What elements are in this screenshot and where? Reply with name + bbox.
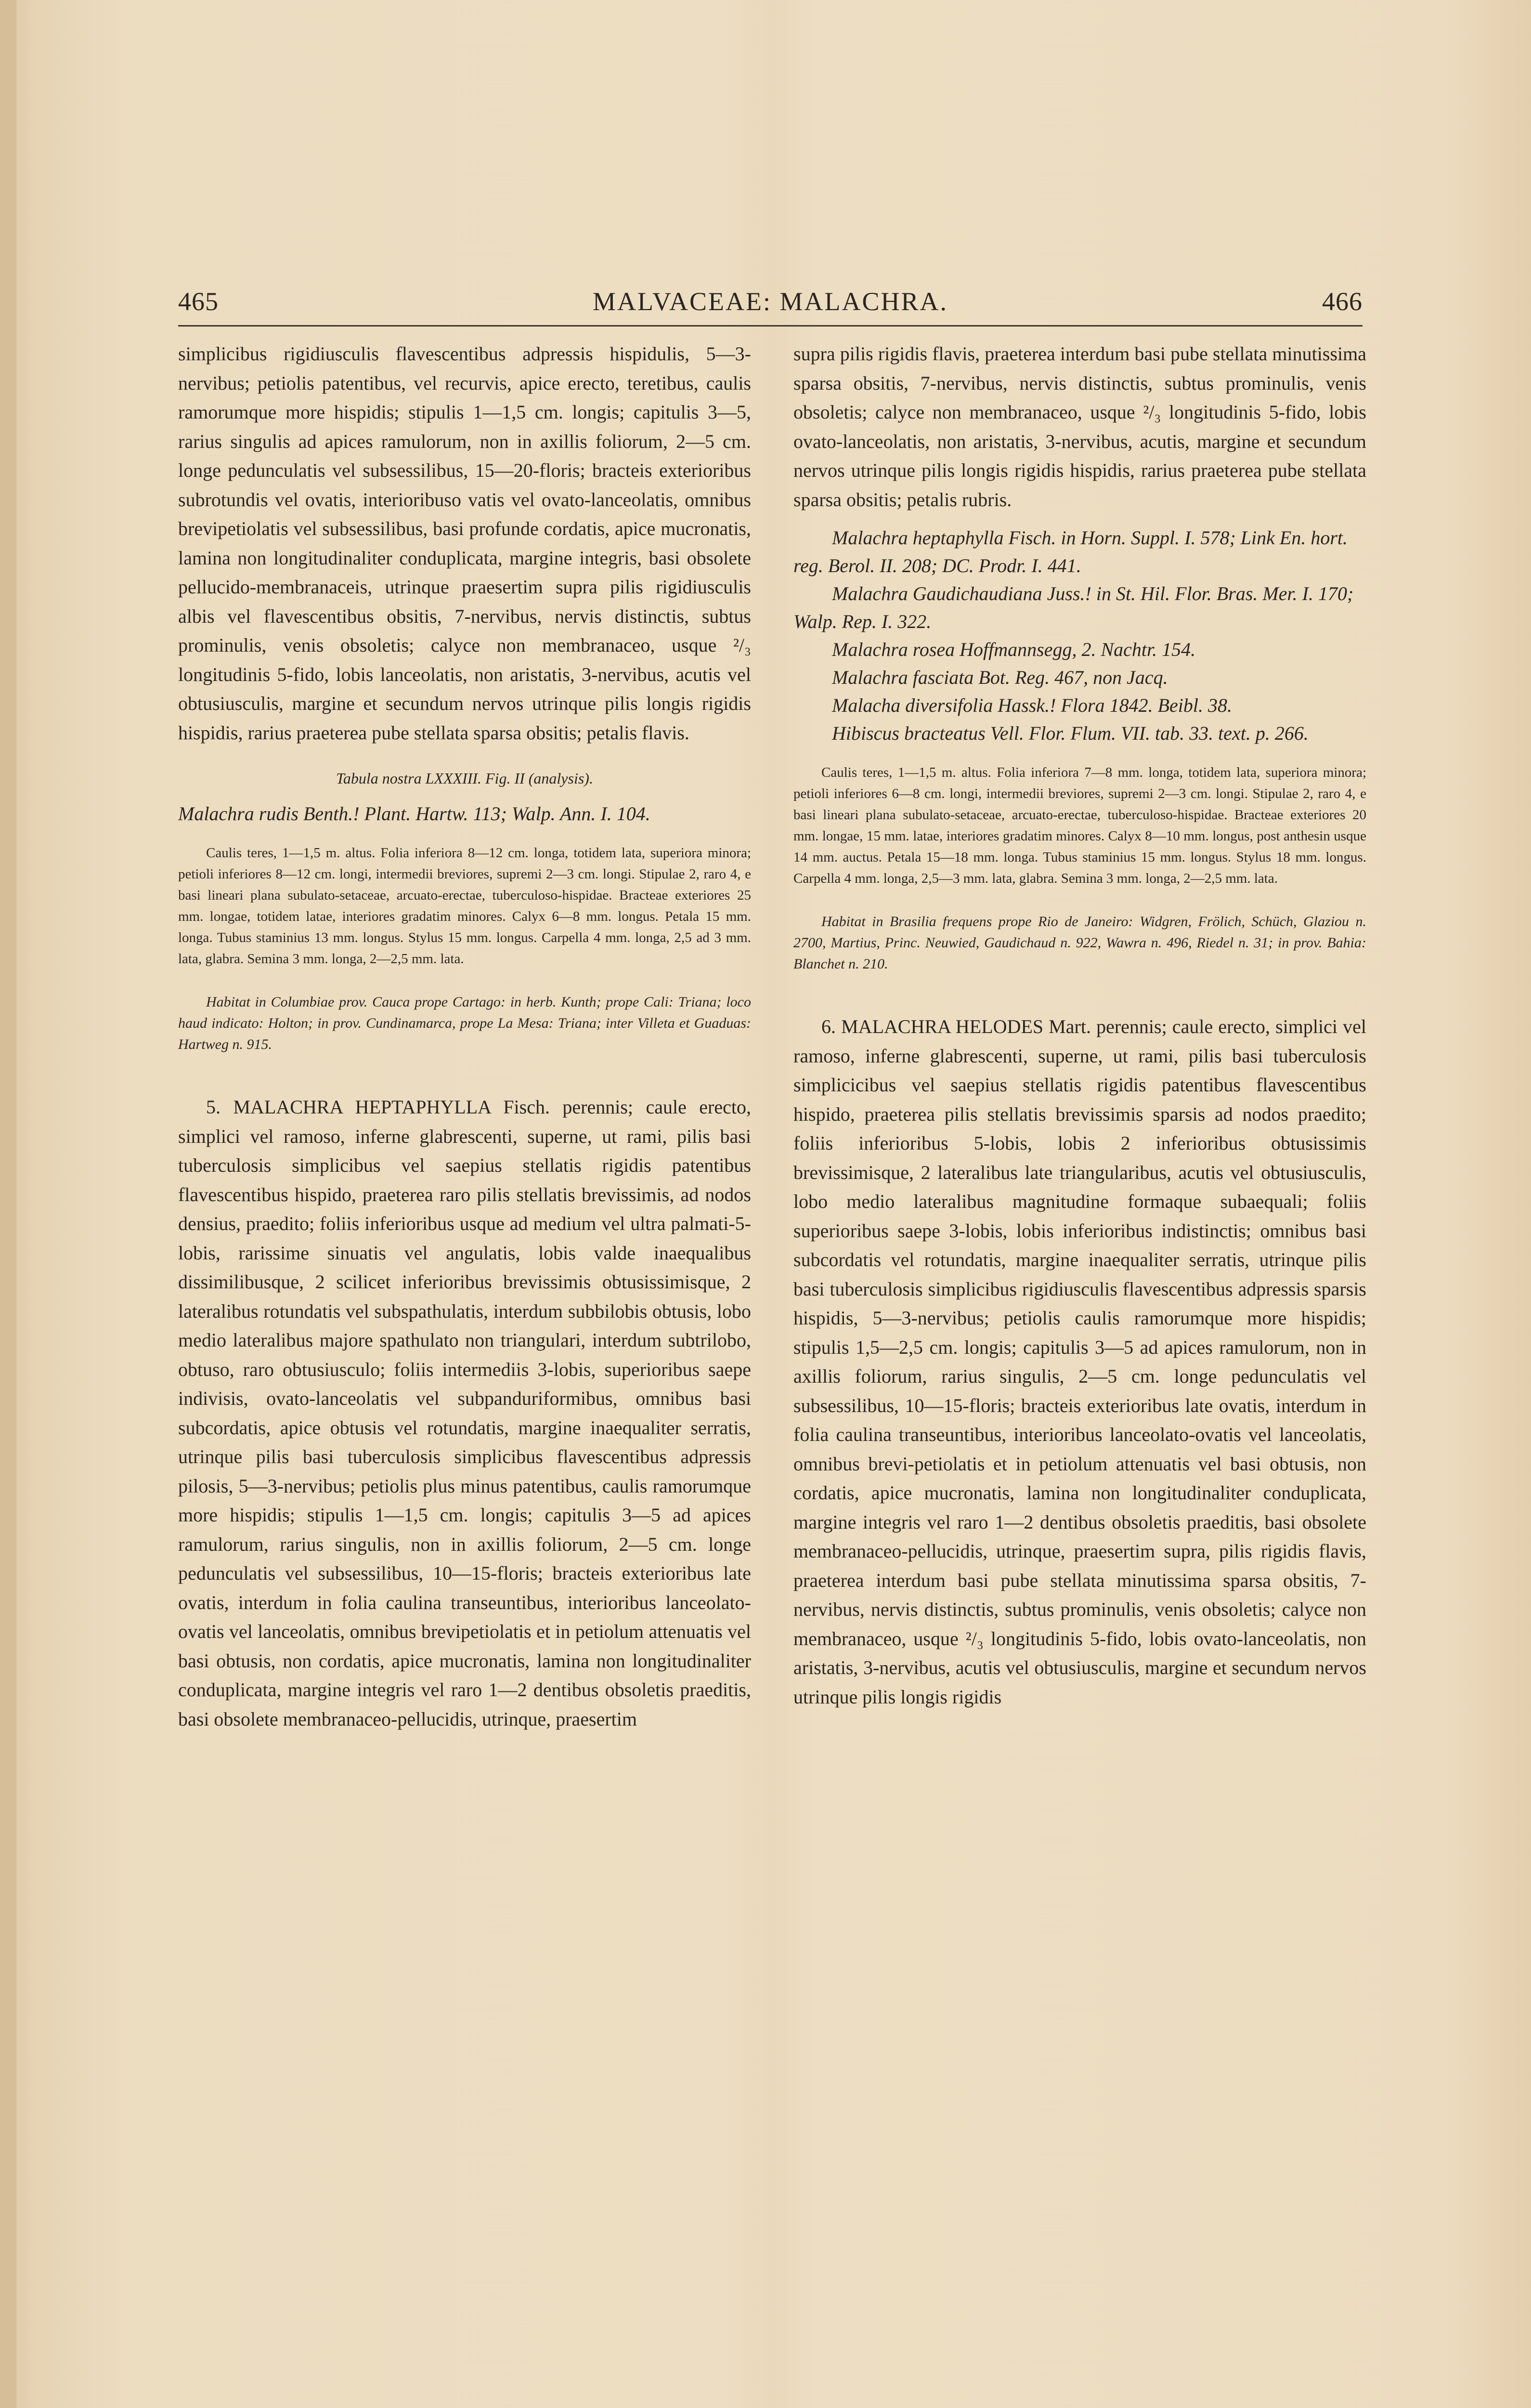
synonym: Hibiscus bracteatus Vell. Flor. Flum. VII. tab. 33. text. p. 266. — [832, 722, 1309, 744]
running-title: MALVACEAE: MALACHRA. — [592, 287, 948, 316]
running-header — [178, 287, 1362, 325]
synonym: Malachra heptaphylla Fisch. in Horn. Suppl. I. 578; Link En. hort. reg. Berol. II. 208; DC. Prodr. I. 441. — [793, 527, 1348, 576]
synonym: Malachra Gaudichaudiana Juss.! in St. Hil. Flor. Bras. Mer. I. 170; Walp. Rep. I. 322. — [793, 583, 1354, 632]
header-rule — [178, 325, 1362, 327]
left-column — [178, 340, 751, 1734]
page-number-right: 466 — [1322, 287, 1362, 316]
plate-caption: Tabula nostra LXXXIII. Fig. II (analysis). — [336, 770, 593, 787]
species-5-description: 5. MALACHRA HEPTAPHYLLA Fisch. perennis; caule erecto, simplici vel ramoso, inferne glabrescenti, superne, ut rami, pilis basi tuberculosis simplicibus vel saepius stellatis rigidis patentibus flavescentibus hispido, praeterea raro pilis stellatis brevissimis, ad nodos densius, praedito; foliis inferioribus usque ad medium vel ultra palmati-5-lobis, rarissime sinuatis vel angulatis, lobis valde inaequalibus dissimilibusque, 2 scilicet inferioribus brevissimis obtusissimisque, 2 lateralibus rotundatis vel subspathulatis, interdum subbilobis obtusis, lobo medio lateralibus majore spathulato non triangulari, interdum subtrilobo, obtuso, raro obtusiusculo; foliis intermediis 3-lobis, superioribus saepe indivisis, ovato-lanceolatis vel subpanduriformibus, omnibus basi subcordatis, apice obtusis vel rotundatis, margine inaequaliter serratis, utrinque pilis basi tuberculosis simplicibus flavescentibus adpressis pilosis, 5—3-nervibus; petiolis plus minus patentibus, caulis ramorumque more hispidis; stipulis 1—1,5 cm. longis; capitulis 3—5 ad apices ramulorum, rarius singulis, non in axillis foliorum, 2—5 cm. longe pedunculatis vel subsessilibus, 10—15-floris; bracteis exterioribus late ovatis, interdum in folia caulina transeuntibus, interioribus lanceolato-ovatis vel lanceolatis, omnibus brevipetiolatis et in petiolum attenuatis vel basi obtusis, non cordatis, apice mucronatis, lamina non longitudinaliter conduplicata, margine integris vel raro 1—2 dentibus obsoletis praeditis, basi obsolete membranaceo-pellucidis, utrinque, praesertim — [178, 1096, 751, 1730]
synonym: Malachra rosea Hoffmannsegg, 2. Nachtr. 154. — [832, 639, 1196, 660]
habitat: Habitat in Columbiae prov. Cauca prope Cartago: in herb. Kunth; prope Cali: Triana; loco haud indicato: Holton; in prov. Cundinamarca, prope La Mesa: Triana; inter Villeta et Guaduas: Hartweg n. 915. — [178, 994, 751, 1052]
habitat: Habitat in Brasilia frequens prope Rio de Janeiro: Widgren, Frölich, Schüch, Glaziou n. 2700, Martius, Princ. Neuwied, Gaudichaud n. 922, Wawra n. 496, Riedel n. 31; in prov. Bahia: Blanchet n. 210. — [793, 914, 1366, 972]
synonym: Malachra fasciata Bot. Reg. 467, non Jacq. — [832, 667, 1168, 688]
measurements: Caulis teres, 1—1,5 m. altus. Folia inferiora 8—12 cm. longa, totidem lata, superiora minora; petioli inferiores 8—12 cm. longi, intermedii breviores, supremi 2—3 cm. longi. Stipulae 2, raro 4, e basi lineari plana subulato-setaceae, arcuato-erectae, tuberculoso-hispidae. Bracteae exteriores 25 mm. longae, totidem latae, interiores gradatim minores. Calyx 6—8 mm. longus. Petala 15 mm. longa. Tubus staminius 13 mm. longus. Stylus 15 mm. longus. Carpella 4 mm. longa, 2,5 ad 3 mm. lata, glabra. Semina 3 mm. longa, 2—2,5 mm. lata. — [178, 845, 751, 967]
synonym: Malacha diversifolia Hassk.! Flora 1842. Beibl. 38. — [832, 694, 1233, 716]
page-edge — [0, 0, 16, 2408]
species-6-description: 6. MALACHRA HELODES Mart. perennis; caule erecto, simplici vel ramoso, inferne glabrescenti, superne, ut rami, pilis basi tuberculosis simplicicibus vel saepius stellatis rigidis patentibus flavescentibus hispido, praeterea pilis stellatis brevissimis sparsis ad nodos praedito; foliis inferioribus 5-lobis, lobis 2 inferioribus obtusissimis brevissimisque, 2 lateralibus late triangularibus, acutis vel obtusiusculis, lobo medio lateralibus magnitudine formaque subaequali; foliis superioribus saepe 3-lobis, lobis inferioribus indistinctis; omnibus basi subcordatis vel rotundatis, margine inaequaliter serratis, utrinque pilis basi tuberculosis simplicibus rigidiusculis flavescentibus adpressis sparsis hispidis, 5—3-nervibus; petiolis caulis ramorumque more hispidis; stipulis 1,5—2,5 cm. longis; capitulis 3—5 ad apices ramulorum, non in axillis foliorum, rarius singulis, 2—5 cm. longe pedunculatis vel subsessilibus, 10—15-floris; bracteis exterioribus late ovatis, interdum in folia caulina transeuntibus, interioribus lanceolato-ovatis vel lanceolatis, omnibus brevi-petiolatis et in petiolum attenuatis vel basi obtusis, non cordatis, apice mucronatis, lamina non longitudinaliter conduplicata, margine integris vel raro 1—2 dentibus obsoletis praeditis, basi obsolete membranaceo-pellucidis, utrinque, praesertim supra, pilis rigidis flavis, praeterea interdum basi pube stellata minutissima sparsa obsitis, 7-nervibus, nervis distinctis, subtus prominulis, venis obsoletis; calyce non membranaceo, usque ²/₃ longitudinis 5-fido, lobis ovato-lanceolatis, non aristatis, 3-nervibus, acutis vel obtusiusculis, margine et secundum nervos utrinque pilis longis rigidis — [793, 1016, 1366, 1708]
right-column — [793, 340, 1366, 1712]
page-number-left: 465 — [178, 287, 219, 316]
measurements: Caulis teres, 1—1,5 m. altus. Folia inferiora 7—8 mm. longa, totidem lata, superiora minora; petioli inferiores 6—8 cm. longi, intermedii breviores, supremi 2—3 cm. longi. Stipulae 2, raro 4, e basi lineari plana subulato-setaceae, arcuato-erectae, tuberculoso-hispidae. Bracteae exteriores 20 mm. longae, 15 mm. latae, interiores gradatim minores. Calyx 8—10 mm. longus, post anthesin usque 14 mm. auctus. Petala 15—18 mm. longa. Tubus staminius 15 mm. longus. Stylus 18 mm. longus. Carpella 4 mm. longa, 2,5—3 mm. lata, glabra. Semina 3 mm. longa, 2—2,5 mm. lata. — [793, 765, 1366, 886]
description-paragraph: supra pilis rigidis flavis, praeterea interdum basi pube stellata minutissima sparsa obsitis, 7-nervibus, nervis distinctis, subtus prominulis, venis obsoletis; calyce non membranaceo, usque ²/₃ longitudinis 5-fido, lobis ovato-lanceolatis, non aristatis, 3-nervibus, acutis, margine et secundum nervos utrinque pilis longis rigidis hispidis, rarius praeterea pube stellata sparsa obsitis; petalis rubris. — [793, 343, 1366, 510]
synonym: Malachra rudis Benth.! Plant. Hartw. 113; Walp. Ann. I. 104. — [178, 803, 650, 824]
description-paragraph: simplicibus rigidiusculis flavescentibus adpressis hispidulis, 5—3-nervibus; petiolis patentibus, vel recurvis, apice erecto, teretibus, caulis ramorumque more hispidis; stipulis 1—1,5 cm. longis; capitulis 3—5, rarius singulis ad apices ramulorum, non in axillis foliorum, 2—5 cm. longe pedunculatis vel subsessilibus, 15—20-floris; bracteis exterioribus subrotundis vel ovatis, interioribuso vatis vel ovato-lanceolatis, omnibus brevipetiolatis vel subsessilibus, basi profunde cordatis, apice mucronatis, lamina non longitudinaliter conduplicata, margine integris, basi obsolete pellucido-membranaceis, utrinque praesertim supra pilis rigidiusculis albis vel flavescentibus obsitis, 7-nervibus, nervis distinctis, subtus prominulis, venis obsoletis; calyce non membranaceo, usque ²/₃ longitudinis 5-fido, lobis lanceolatis, non aristatis, 3-nervibus, acutis vel obtusiusculis, margine et secundum nervos utrinque pilis longis rigidis hispidis, rarius praeterea pube stellata sparsa obsitis; petalis flavis. — [178, 343, 751, 744]
